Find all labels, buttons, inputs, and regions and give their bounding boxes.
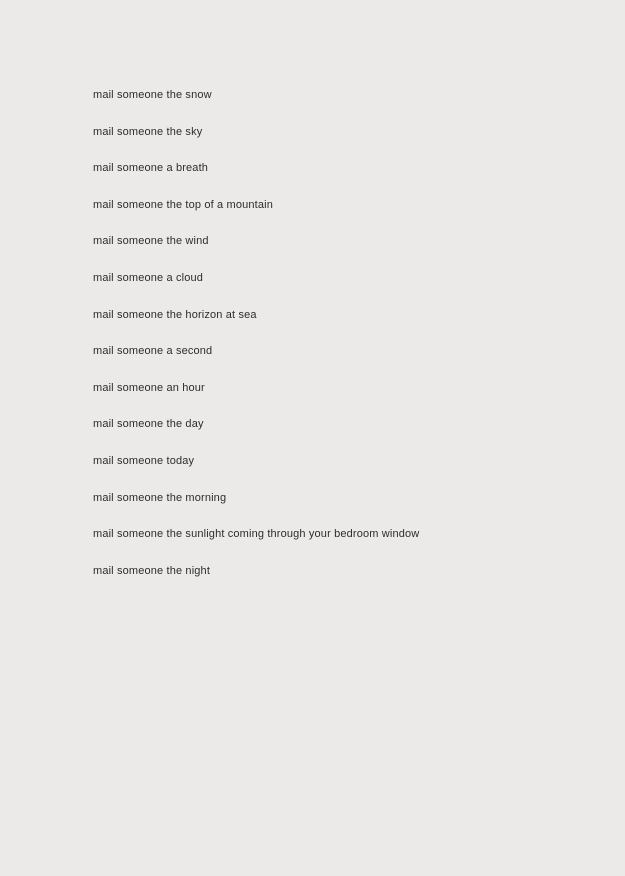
instruction-line: mail someone an hour: [93, 381, 205, 394]
instruction-line: mail someone the snow: [93, 89, 212, 101]
instruction-line: mail someone the morning: [93, 491, 227, 504]
mail-instructions-list: [93, 77, 419, 589]
instruction-line: mail someone the wind: [93, 235, 209, 248]
instruction-line: mail someone today: [93, 454, 195, 467]
instruction-line: mail someone the night: [93, 564, 211, 577]
instruction-line: mail someone a cloud: [93, 271, 204, 284]
instruction-line: mail someone a second: [93, 345, 213, 358]
instruction-line: mail someone the sunlight coming through your bedroom window: [93, 528, 420, 541]
instruction-line: mail someone the day: [93, 418, 204, 431]
instruction-line: mail someone the horizon at sea: [93, 308, 257, 321]
instruction-line: mail someone a breath: [93, 162, 209, 175]
instruction-line: mail someone the top of a mountain: [93, 198, 273, 211]
instruction-line: mail someone the sky: [93, 125, 203, 138]
